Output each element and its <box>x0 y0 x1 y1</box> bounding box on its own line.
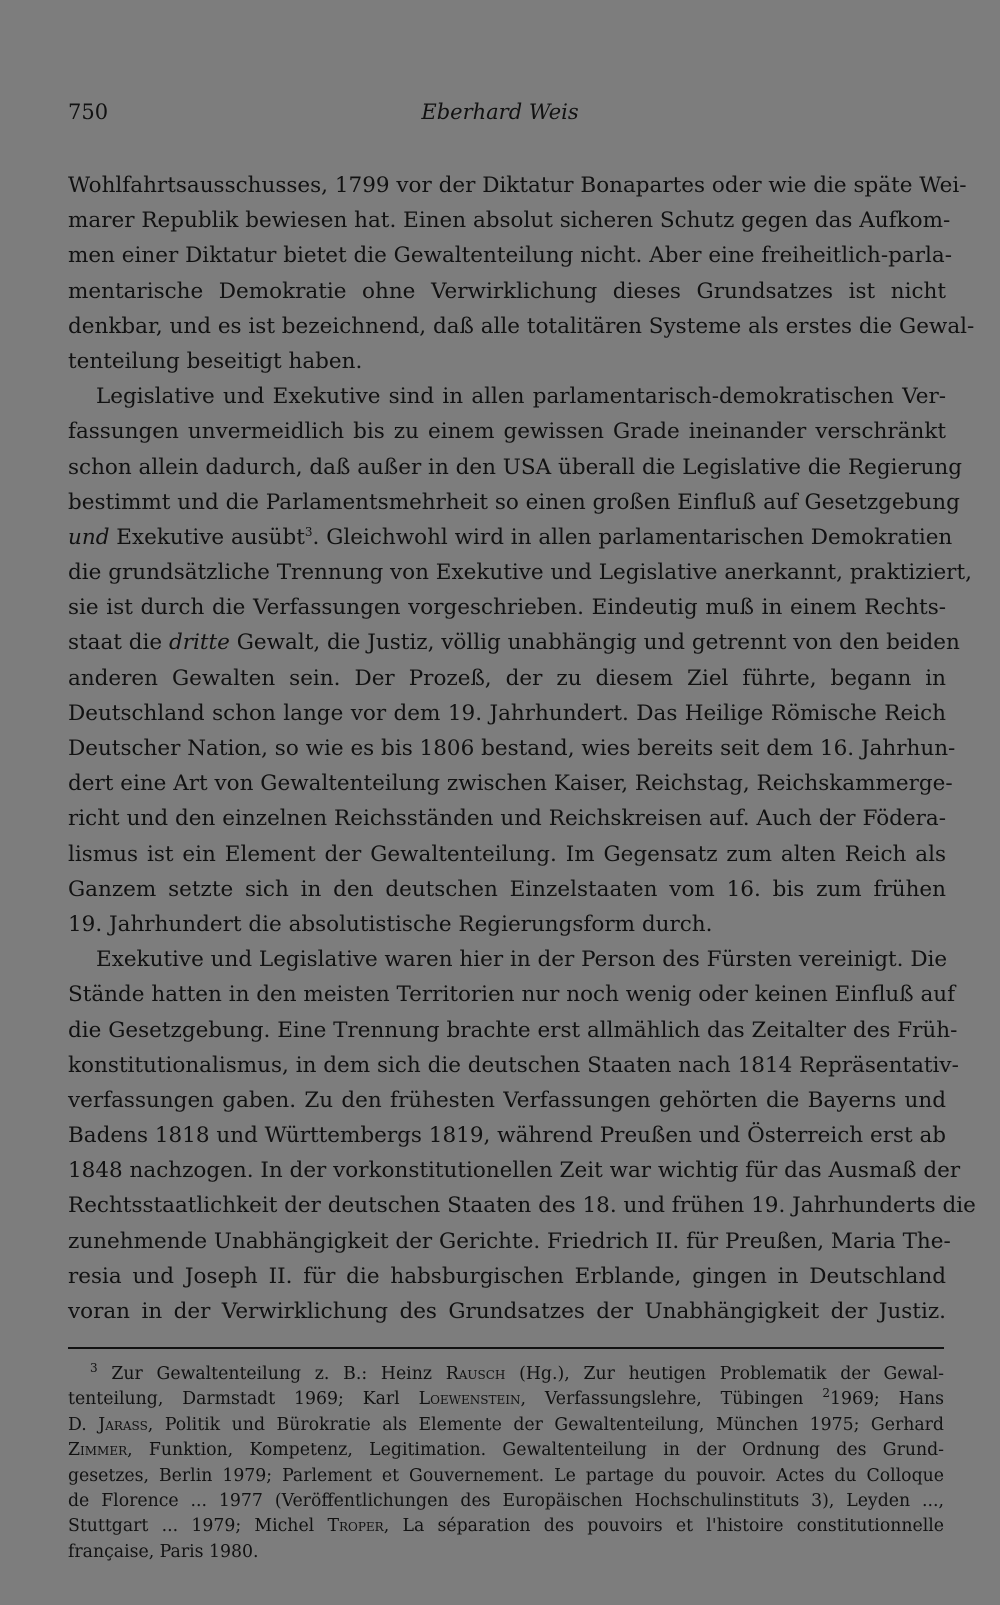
text-run: tenteilung, Darmstadt 1969; Karl <box>68 1389 419 1410</box>
text-run: staat die <box>68 630 169 656</box>
body-line: 19. Jahrhundert die absolutistische Regierungsform durch. <box>68 911 713 937</box>
body-line: Badens 1818 und Württembergs 1819, während Preußen und Österreich erst ab <box>68 1123 947 1149</box>
text-run: , Politik und Bürokratie als Elemente der Gewaltenteilung, München 1975; Gerhard <box>147 1414 944 1435</box>
author-name: Zimmer <box>68 1440 128 1461</box>
footnote-marker: 3 <box>90 1361 98 1376</box>
body-line: schon allein dadurch, daß außer in den USA überall die Legislative die Regierung <box>68 454 963 480</box>
body-line: anderen Gewalten sein. Der Prozeß, der zu diesem Ziel führte, begann in <box>68 665 946 691</box>
author-name: Rausch <box>445 1364 506 1384</box>
body-line: sie ist durch die Verfassungen vorgeschrieben. Eindeutig muß in einem Rechts- <box>68 595 946 621</box>
body-line: Exekutive und Legislative waren hier in der Person des Fürsten vereinigt. Die <box>96 947 948 973</box>
body-line: bestimmt und die Parlamentsmehrheit so einen großen Einfluß auf Gesetzgebung <box>68 489 960 515</box>
footnote-line <box>68 1387 944 1412</box>
body-line: tenteilung beseitigt haben. <box>68 348 363 374</box>
text-run: D. <box>68 1414 99 1435</box>
body-line: resia und Joseph II. für die habsburgischen Erblande, gingen in Deutschland <box>68 1263 946 1289</box>
body-line: richt und den einzelnen Reichsständen und Reichskreisen auf. Auch der Födera- <box>68 806 946 832</box>
text-run: . Gleichwohl wird in allen parlamentarischen Demokratien <box>312 524 953 550</box>
body-line: zunehmende Unabhängigkeit der Gerichte. Friedrich II. für Preußen, Maria The- <box>68 1228 951 1254</box>
body-line: fassungen unvermeidlich bis zu einem gewissen Grade ineinander verschränkt <box>68 419 946 445</box>
footnote-line <box>68 1514 944 1539</box>
body-text <box>68 168 976 1329</box>
body-line: marer Republik bewiesen hat. Einen absolut sicheren Schutz gegen das Aufkom- <box>68 208 951 234</box>
body-line: Rechtsstaatlichkeit der deutschen Staaten des 18. und frühen 19. Jahrhunderts die <box>68 1193 976 1219</box>
body-line-italic <box>68 625 960 660</box>
body-line: die Gesetzgebung. Eine Trennung brachte erst allmählich das Zeitalter des Früh- <box>68 1017 958 1043</box>
footnote-line <box>68 1413 944 1438</box>
body-line: die grundsätzliche Trennung von Exekutive und Legislative anerkannt, praktiziert, <box>68 560 972 586</box>
footnote-reference[interactable]: 3 <box>304 524 313 539</box>
author-name: Loewenstein <box>418 1389 521 1410</box>
running-head: Eberhard Weis <box>421 100 579 124</box>
body-line: Deutschland schon lange vor dem 19. Jahrhundert. Das Heilige Römische Reich <box>68 700 946 726</box>
footnote-line <box>68 1438 944 1463</box>
footnotes <box>68 1362 944 1565</box>
text-run: Exekutive ausübt <box>109 524 305 550</box>
text-run: 1969; Hans <box>829 1389 945 1410</box>
body-line: mentarische Demokratie ohne Verwirklichung dieses Grundsatzes ist nicht <box>68 278 946 304</box>
italic-word: dritte <box>168 630 230 656</box>
text-run: Zur Gewaltenteilung z. B.: Heinz <box>111 1364 446 1384</box>
text-run: Gewalt, die Justiz, völlig unabhängig und getrennt von den beiden <box>229 630 960 656</box>
text-run: Stuttgart ... 1979; Michel <box>68 1516 328 1537</box>
body-line: verfassungen gaben. Zu den frühesten Verfassungen gehörten die Bayerns und <box>68 1087 946 1113</box>
italic-word: und <box>68 524 110 550</box>
body-line: denkbar, und es ist bezeichnend, daß alle totalitären Systeme als erstes die Gewal- <box>68 313 975 339</box>
body-line: Wohlfahrtsausschusses, 1799 vor der Diktatur Bonapartes oder wie die späte Wei- <box>68 173 967 198</box>
author-name: Jarass <box>98 1414 148 1435</box>
body-line: voran in der Verwirklichung des Grundsatzes der Unabhängigkeit der Justiz. <box>68 1299 946 1324</box>
body-line: men einer Diktatur bietet die Gewaltenteilung nicht. Aber eine freiheitlich-parla- <box>68 243 952 269</box>
body-line: Stände hatten in den meisten Territorien nur noch wenig oder keinen Einfluß auf <box>68 982 956 1008</box>
body-line: Ganzem setzte sich in den deutschen Einzelstaaten vom 16. bis zum frühen <box>68 876 946 902</box>
footnote-line: française, Paris 1980. <box>68 1541 259 1562</box>
page-number: 750 <box>68 100 109 124</box>
text-run: , La séparation des pouvoirs et l'histoire constitutionnelle <box>383 1516 944 1537</box>
body-line: 1848 nachzogen. In der vorkonstitutionellen Zeit war wichtig für das Ausmaß der <box>68 1158 961 1184</box>
page-header <box>68 100 932 130</box>
body-line: konstitutionalismus, in dem sich die deutschen Staaten nach 1814 Repräsentativ- <box>68 1052 959 1078</box>
footnote-divider <box>68 1347 944 1349</box>
footnote-line: gesetzes, Berlin 1979; Parlement et Gouvernement. Le partage du pouvoir. Actes du Colloque <box>68 1465 944 1486</box>
edition-superscript: 2 <box>822 1386 830 1401</box>
body-line: Deutscher Nation, so wie es bis 1806 bestand, wies bereits seit dem 16. Jahrhun- <box>68 736 956 761</box>
text-run: , Verfassungslehre, Tübingen <box>520 1389 823 1410</box>
text-run: (Hg.), Zur heutigen Problematik der Gewal- <box>505 1364 944 1384</box>
footnote-line: de Florence ... 1977 (Veröffentlichungen des Europäischen Hochschulinstituts 3), Leyden ..., <box>68 1490 944 1511</box>
body-line-footnote-ref <box>68 520 953 555</box>
footnote-line <box>68 1362 944 1387</box>
body-line: dert eine Art von Gewaltenteilung zwischen Kaiser, Reichstag, Reichskammerge- <box>68 771 953 797</box>
text-run: , Funktion, Kompetenz, Legitimation. Gewaltenteilung in der Ordnung des Grund- <box>127 1440 944 1461</box>
author-name: Troper <box>327 1516 384 1537</box>
body-line: lismus ist ein Element der Gewaltenteilung. Im Gegensatz zum alten Reich als <box>68 841 946 867</box>
body-line: Legislative und Exekutive sind in allen parlamentarisch-demokratischen Ver- <box>96 384 946 410</box>
